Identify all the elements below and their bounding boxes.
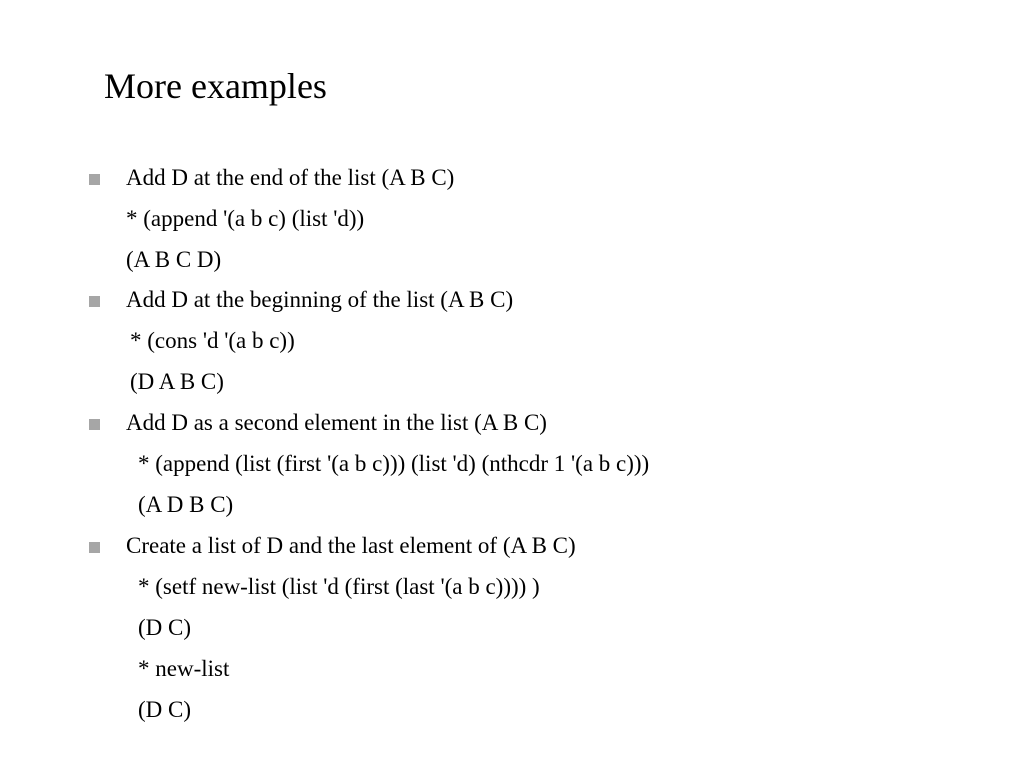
bullet-text: Create a list of D and the last element of (A B C) — [126, 533, 576, 558]
code-line: * (setf new-list (list 'd (first (last '(a b c)))) ) — [138, 574, 540, 599]
code-line: * (cons 'd '(a b c)) — [130, 328, 295, 353]
slide-title: More examples — [104, 66, 327, 106]
bullet-text: Add D as a second element in the list (A B C) — [126, 410, 547, 435]
result-line: (A D B C) — [138, 492, 234, 517]
result-line: (D A B C) — [130, 369, 224, 394]
code-line: * new-list — [138, 656, 230, 681]
bullet-square-icon — [89, 296, 100, 307]
bullet-text: Add D at the beginning of the list (A B C) — [126, 287, 514, 312]
result-line: (A B C D) — [126, 247, 222, 272]
bullet-square-icon — [89, 419, 100, 430]
bullet-text: Add D at the end of the list (A B C) — [126, 165, 455, 190]
code-line: * (append '(a b c) (list 'd)) — [126, 206, 365, 231]
code-line: * (append (list (first '(a b c))) (list 'd) (nthcdr 1 '(a b c))) — [138, 451, 650, 476]
bullet-square-icon — [89, 174, 100, 185]
result-line: (D C) — [138, 615, 192, 640]
bullet-square-icon — [89, 542, 100, 553]
result-line: (D C) — [138, 697, 192, 722]
